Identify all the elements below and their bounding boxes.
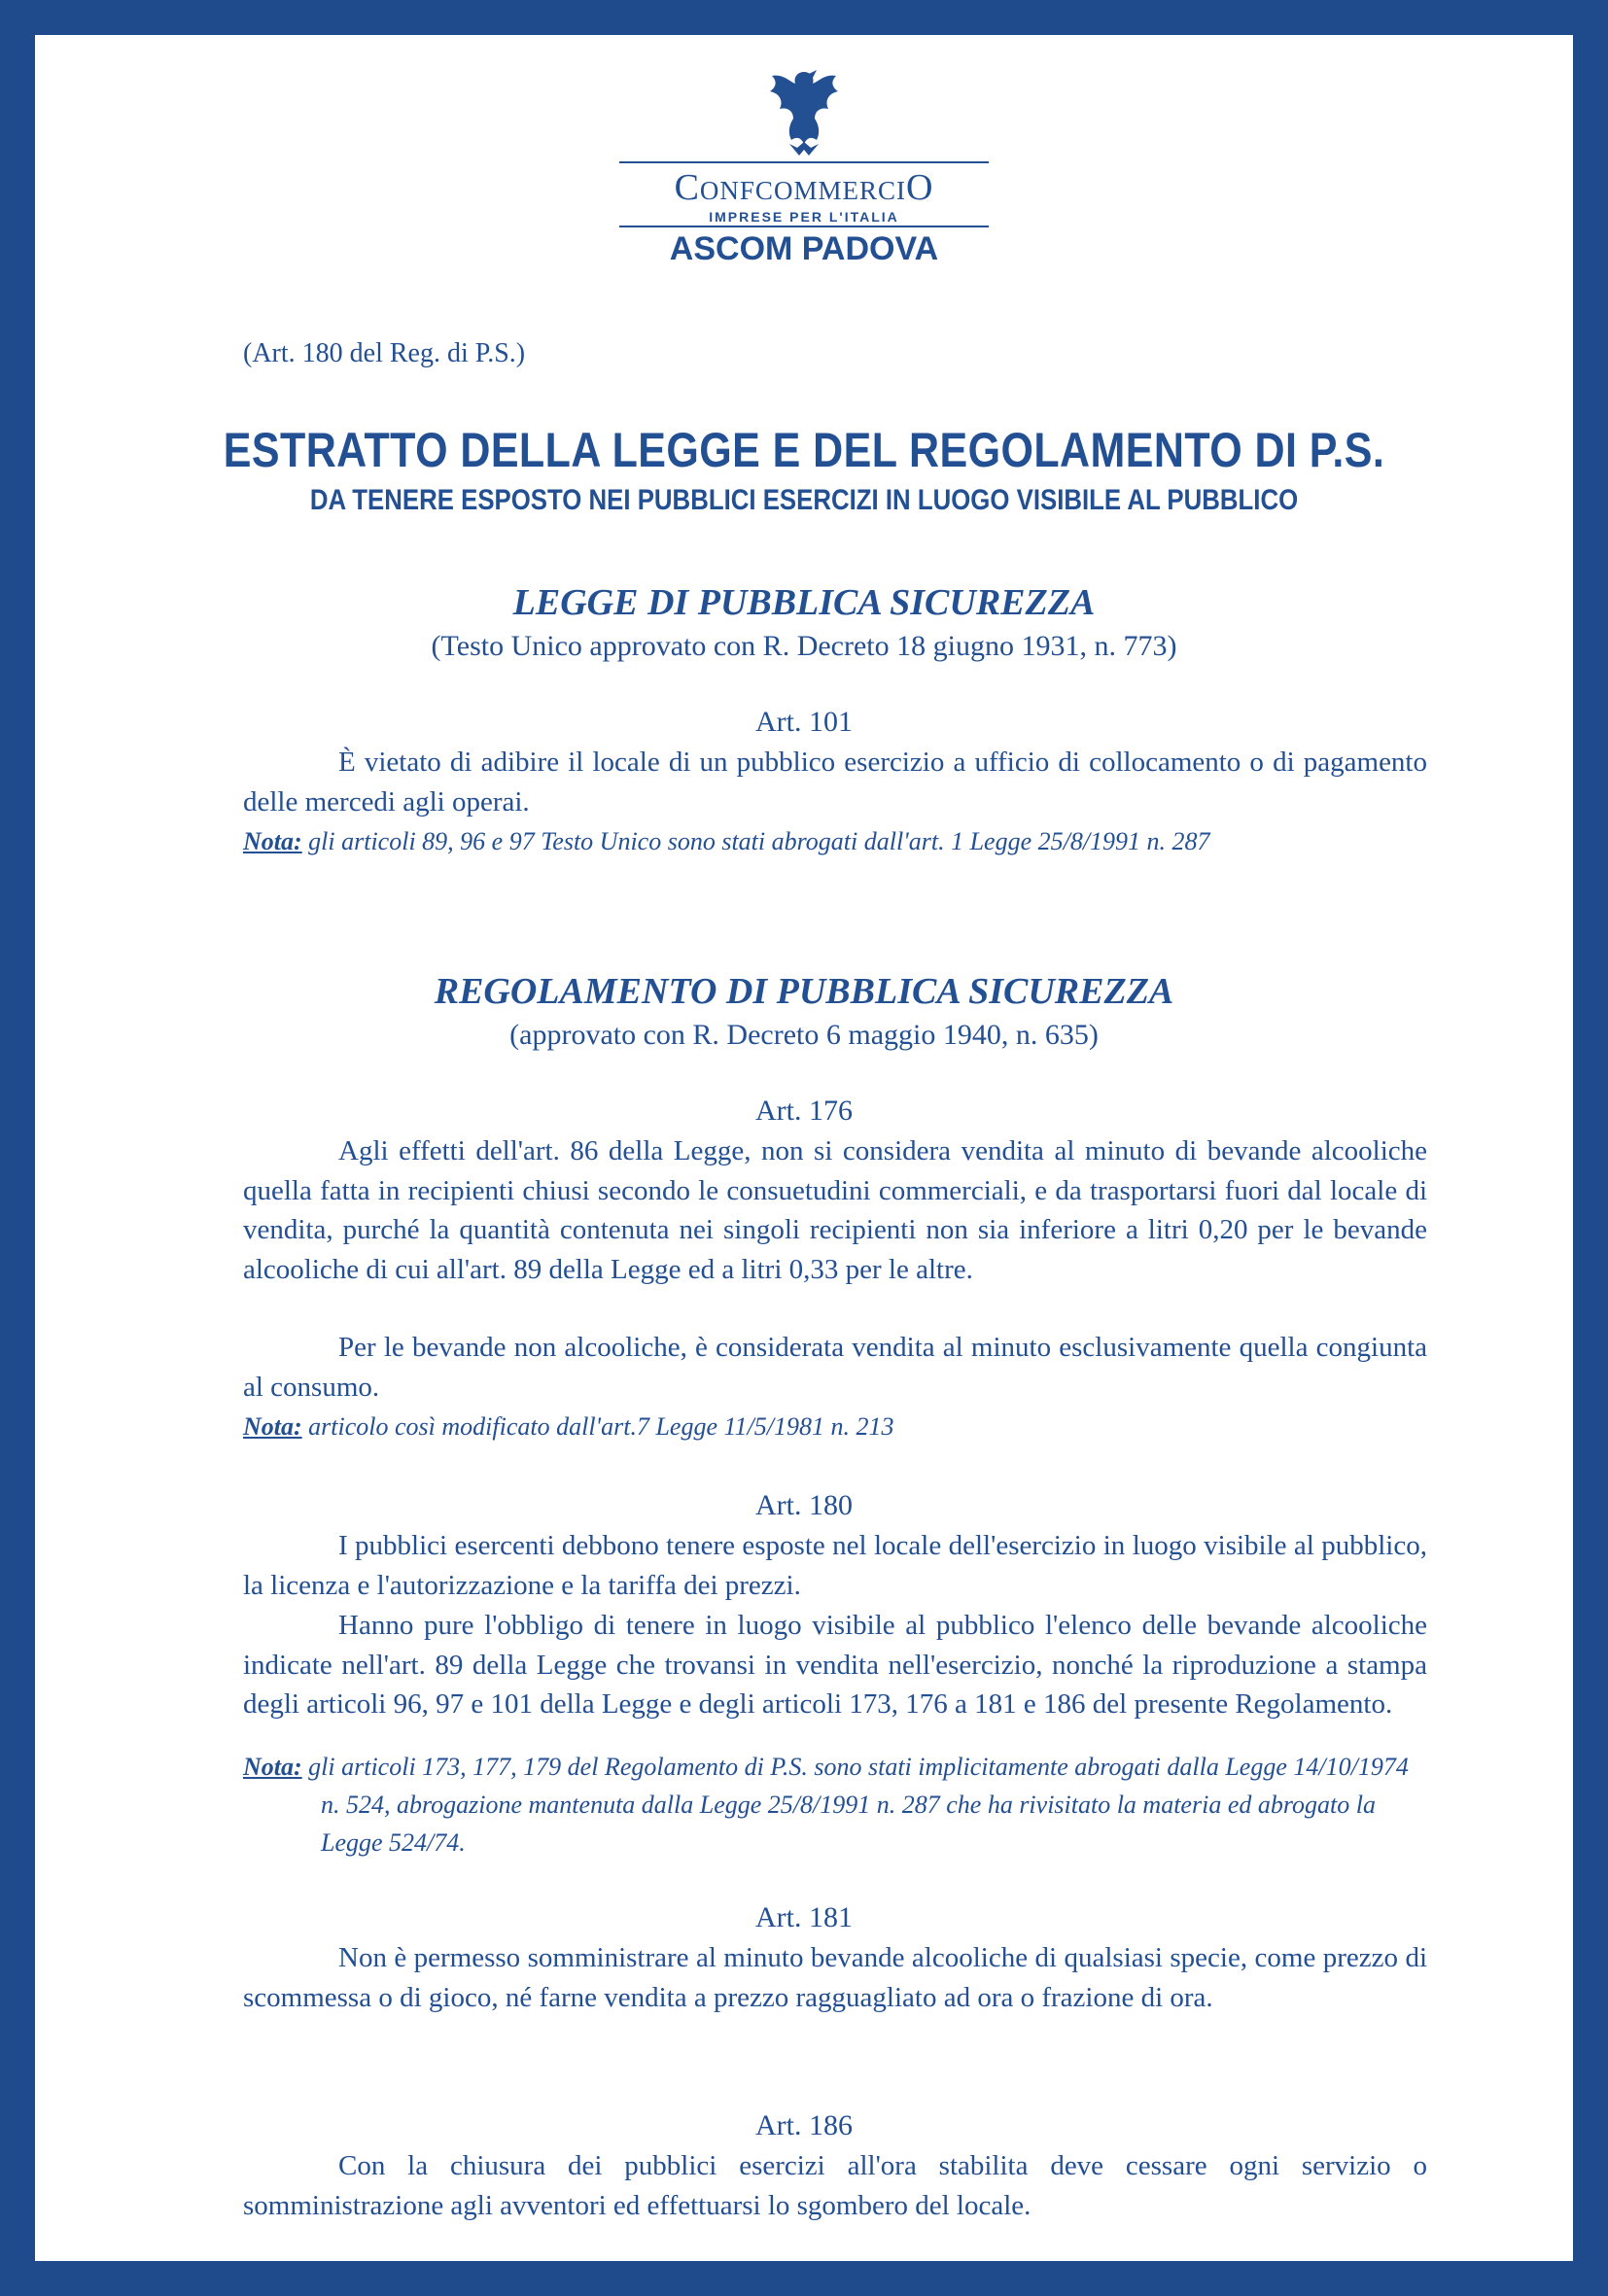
brand-tagline: IMPRESE PER L'ITALIA	[709, 209, 899, 225]
nota-text: gli articoli 173, 177, 179 del Regolamento di P.S. sono stati implicitamente abrogati dalla Legge 14/10/1974 n. 524, abrogazione mantenuta dalla Legge 25/8/1991 n. 287 che ha rivisitato la materia ed abrogato la Legge 524/74.	[301, 1753, 1409, 1857]
nota-label: Nota:	[243, 827, 302, 855]
nota-label: Nota:	[243, 1753, 302, 1781]
legge-subheading: (Testo Unico approvato con R. Decreto 18 giugno 1931, n. 773)	[431, 630, 1177, 662]
document-page	[35, 35, 1573, 2261]
art-101-text: È vietato di adibire il locale di un pubblico esercizio a ufficio di collocamento o di pagamento delle mercedi agli operai.	[243, 747, 1427, 818]
art-180-nota	[243, 1748, 1427, 1861]
nota-label: Nota:	[243, 1412, 302, 1441]
art-180-label: Art. 180	[755, 1489, 853, 1521]
art-181-p1: Non è permesso somministrare al minuto bevande alcooliche di qualsiasi specie, come prezzo di scommessa o di gioco, né farne vendita a prezzo ragguagliato ad ora o frazione di ora.	[243, 1942, 1427, 2013]
art-186-label: Art. 186	[755, 2109, 853, 2141]
page-subtitle: DA TENERE ESPOSTO NEI PUBBLICI ESERCIZI IN LUOGO VISIBILE AL PUBBLICO	[309, 484, 1299, 516]
logo-rule-top	[619, 161, 989, 163]
art-186-p1: Con la chiusura dei pubblici esercizi all'ora stabilita deve cessare ogni servizio o somministrazione agli avventori ed effettuarsi lo sgombero del locale.	[243, 2150, 1427, 2221]
regulation-reference: (Art. 180 del Reg. di P.S.)	[243, 338, 526, 368]
page-title: ESTRATTO DELLA LEGGE E DEL REGOLAMENTO DI P.S.	[223, 423, 1385, 477]
art-176-p2: Per le bevande non alcooliche, è considerata vendita al minuto esclusivamente quella congiunta al consumo.	[243, 1332, 1427, 1403]
brand-name: ConfcommerciO	[674, 167, 934, 208]
art-176-p1: Agli effetti dell'art. 86 della Legge, non si considera vendita al minuto di bevande alcooliche quella fatta in recipienti chiusi secondo le consuetudini commerciali, e da trasportarsi fuori dal locale di vendita, purché la quantità contenuta nei singoli recipienti non sia inferiore a litri 0,20 per le bevande alcooliche di cui all'art. 89 della Legge ed a litri 0,33 per le altre.	[243, 1135, 1427, 1285]
art-180-p2: Hanno pure l'obbligo di tenere in luogo visibile al pubblico l'elenco delle bevande alcooliche indicate nell'art. 89 della Legge che trovansi in vendita nell'esercizio, nonché la riproduzione a stampa degli articoli 96, 97 e 101 della Legge e degli articoli 173, 176 a 181 e 186 del presente Regolamento.	[243, 1610, 1427, 1720]
art-181-label: Art. 181	[755, 1901, 853, 1933]
legge-heading: LEGGE DI PUBBLICA SICUREZZA	[512, 582, 1096, 623]
nota-text: gli articoli 89, 96 e 97 Testo Unico sono stati abrogati dall'art. 1 Legge 25/8/1991 n. 287	[301, 827, 1210, 855]
regolamento-subheading: (approvato con R. Decreto 6 maggio 1940, n. 635)	[509, 1019, 1099, 1051]
logo-rule-bottom	[619, 226, 989, 227]
regolamento-heading: REGOLAMENTO DI PUBBLICA SICUREZZA	[434, 971, 1174, 1012]
nota-text: articolo così modificato dall'art.7 Legge 11/5/1981 n. 213	[301, 1412, 894, 1441]
art-101-label: Art. 101	[755, 706, 853, 738]
art-176-nota	[243, 1408, 1427, 1445]
eagle-icon	[751, 64, 857, 161]
art-180-p1: I pubblici esercenti debbono tenere esposte nel locale dell'esercizio in luogo visibile al pubblico, la licenza e l'autorizzazione e la tariffa dei prezzi.	[243, 1530, 1427, 1601]
confcommercio-logo	[35, 64, 1573, 268]
art-176-label: Art. 176	[755, 1095, 853, 1127]
art-101-nota	[243, 822, 1427, 860]
brand-city: ASCOM PADOVA	[669, 230, 939, 267]
